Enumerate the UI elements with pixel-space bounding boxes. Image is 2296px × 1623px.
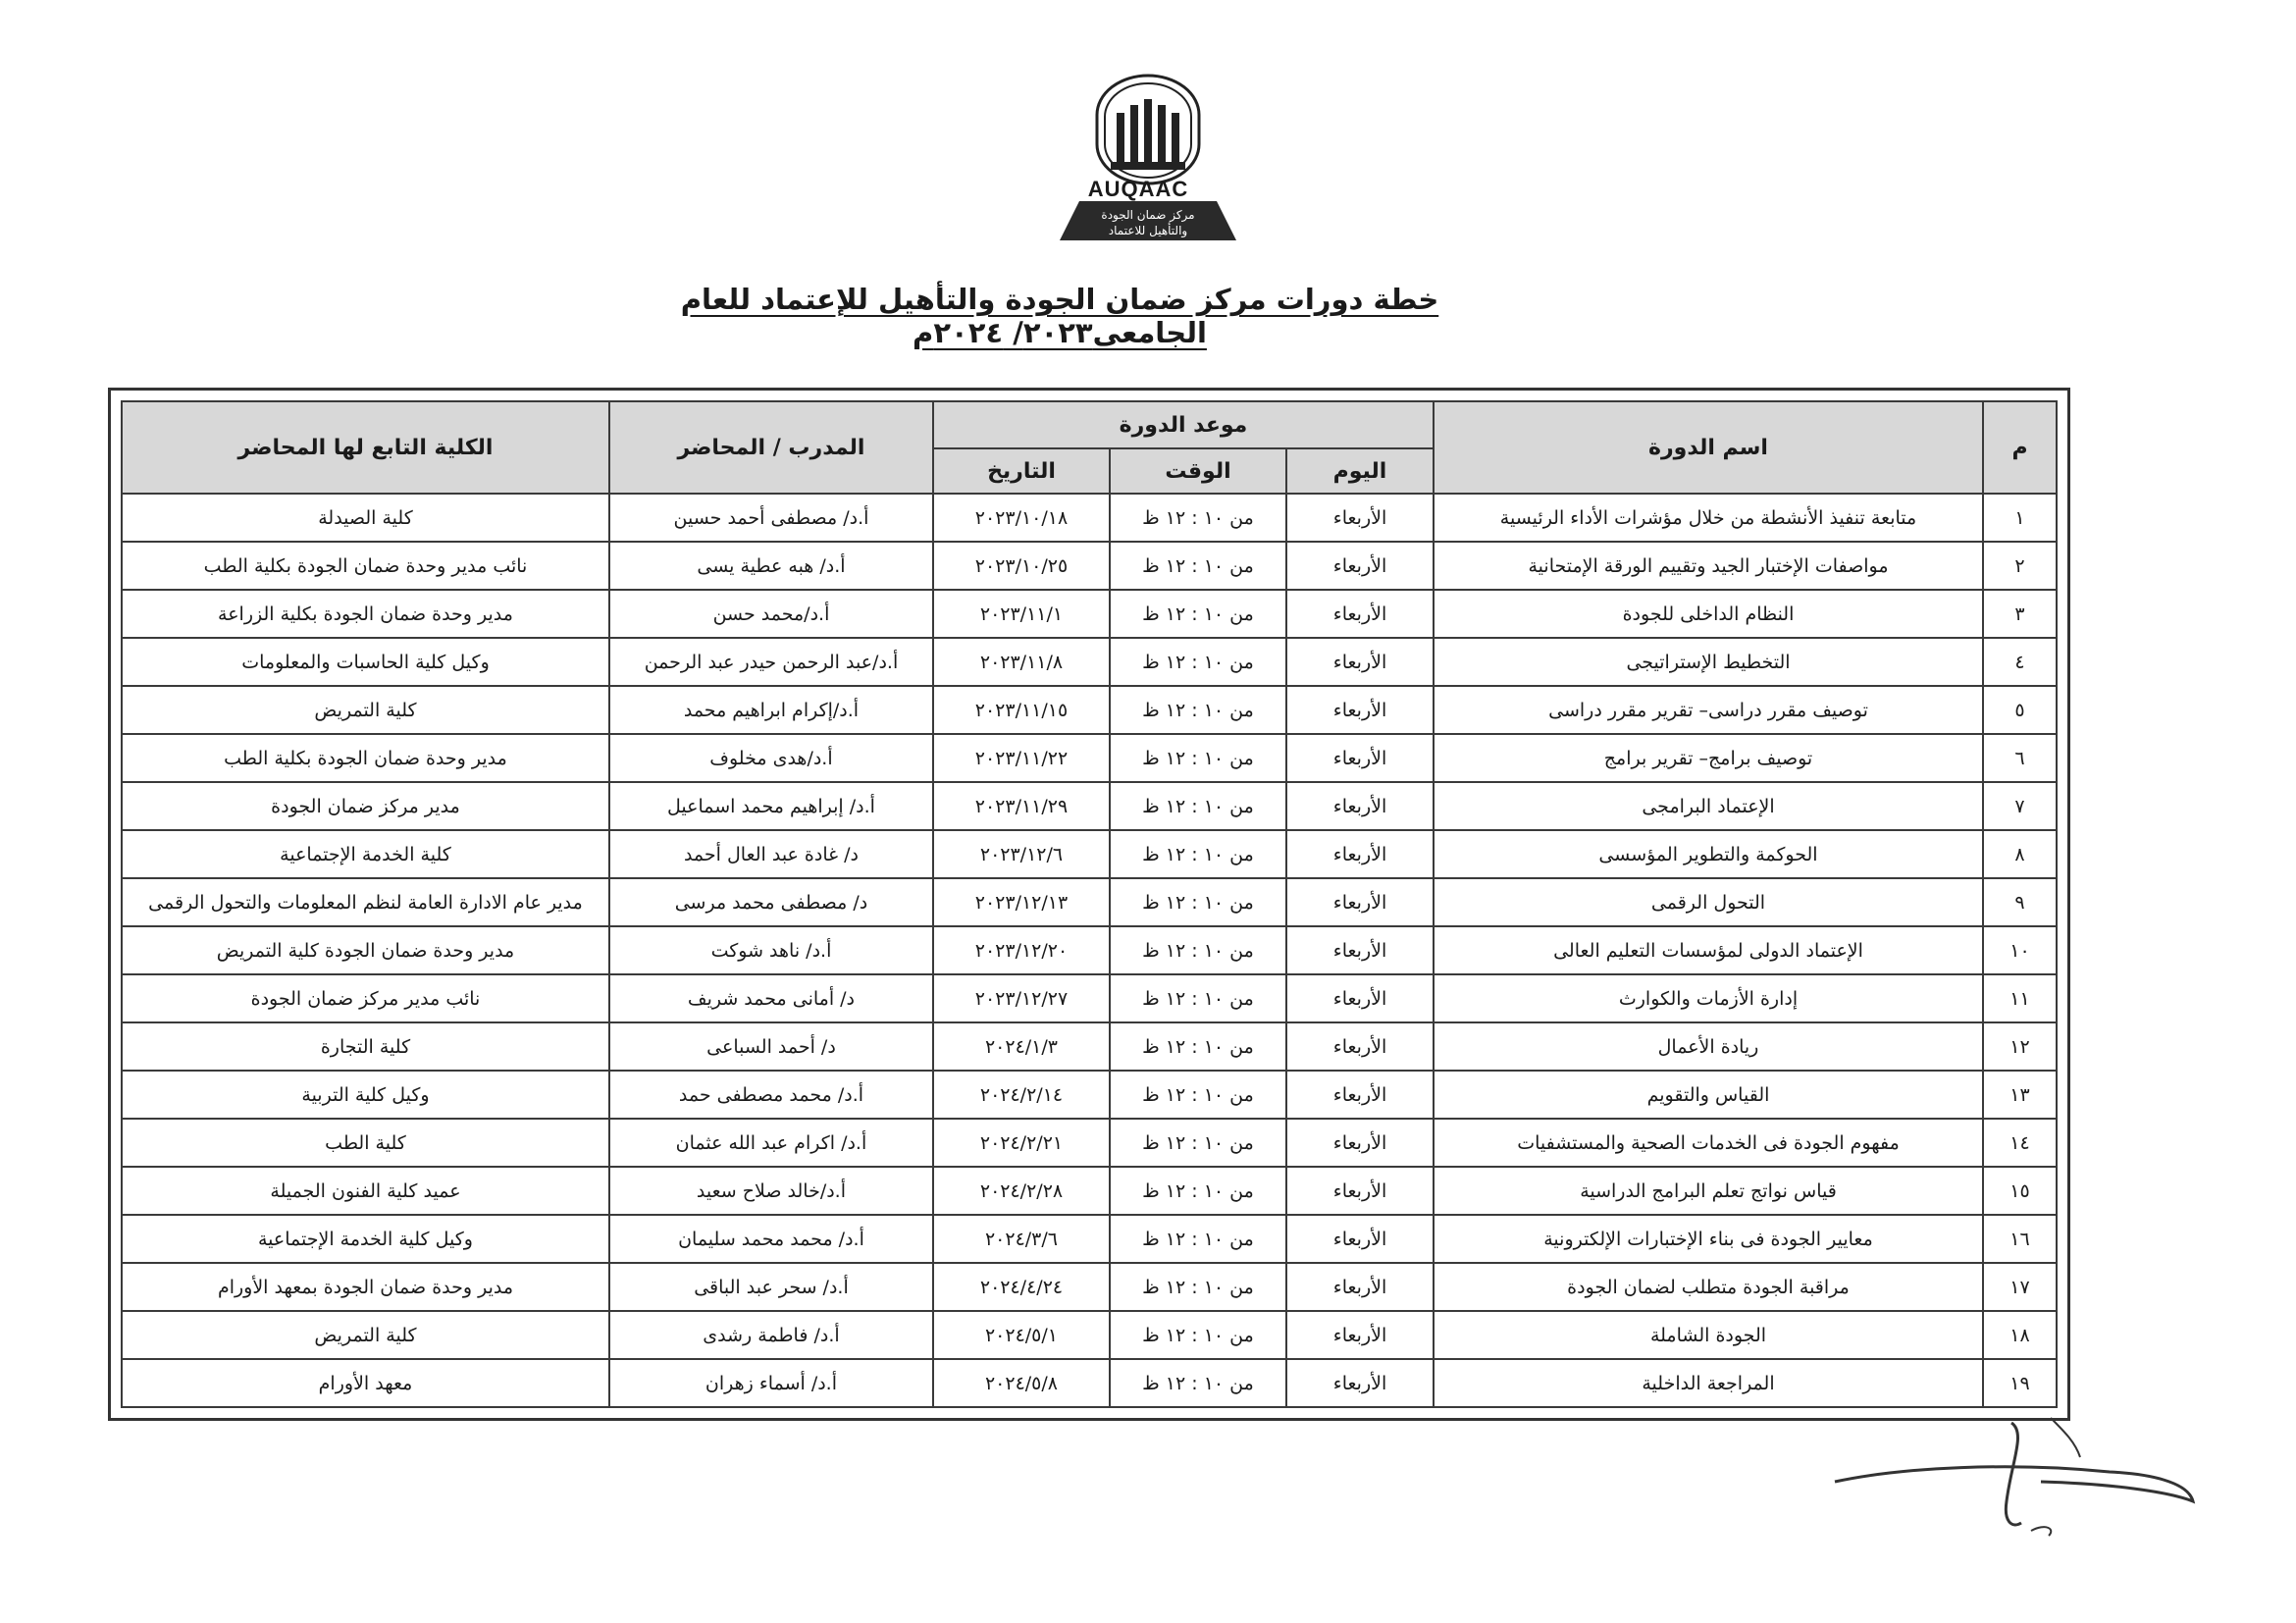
cell-day: الأربعاء (1286, 1167, 1434, 1215)
cell-time: من ١٠ : ١٢ ظ (1110, 1263, 1286, 1311)
cell-time: من ١٠ : ١٢ ظ (1110, 878, 1286, 926)
cell-num: ١ (1983, 494, 2057, 542)
cell-date: ٢٠٢٣/١١/٨ (933, 638, 1110, 686)
cell-num: ٧ (1983, 782, 2057, 830)
cell-time: من ١٠ : ١٢ ظ (1110, 638, 1286, 686)
cell-course: التحول الرقمى (1434, 878, 1983, 926)
cell-course: الإعتماد الدولى لمؤسسات التعليم العالى (1434, 926, 1983, 974)
cell-day: الأربعاء (1286, 974, 1434, 1022)
cell-time: من ١٠ : ١٢ ظ (1110, 1311, 1286, 1359)
cell-course: توصيف مقرر دراسى– تقرير مقرر دراسى (1434, 686, 1983, 734)
cell-trainer: أ.د/ أسماء زهران (609, 1359, 933, 1407)
cell-date: ٢٠٢٣/١١/١ (933, 590, 1110, 638)
cell-date: ٢٠٢٤/٥/٨ (933, 1359, 1110, 1407)
cell-day: الأربعاء (1286, 926, 1434, 974)
cell-num: ١١ (1983, 974, 2057, 1022)
cell-day: الأربعاء (1286, 494, 1434, 542)
cell-course: متابعة تنفيذ الأنشطة من خلال مؤشرات الأداء الرئيسية (1434, 494, 1983, 542)
header-trainer: المدرب / المحاضر (609, 401, 933, 494)
cell-date: ٢٠٢٣/١٢/٦ (933, 830, 1110, 878)
cell-course: التخطيط الإستراتيجى (1434, 638, 1983, 686)
cell-date: ٢٠٢٤/١/٣ (933, 1022, 1110, 1071)
cell-trainer: أ.د/محمد حسن (609, 590, 933, 638)
table-row (122, 974, 2057, 1022)
cell-faculty: عميد كلية الفنون الجميلة (122, 1167, 609, 1215)
cell-course: توصيف برامج– تقرير برامج (1434, 734, 1983, 782)
header-num: م (1983, 401, 2057, 494)
cell-date: ٢٠٢٤/٢/١٤ (933, 1071, 1110, 1119)
cell-num: ٥ (1983, 686, 2057, 734)
page-title: خطة دورات مركز ضمان الجودة والتأهيل للإعتماد للعام الجامعى٢٠٢٣/ ٢٠٢٤م (680, 283, 1439, 349)
cell-day: الأربعاء (1286, 1119, 1434, 1167)
header-time: الوقت (1110, 448, 1286, 494)
cell-trainer: أ.د/ إبراهيم محمد اسماعيل (609, 782, 933, 830)
cell-time: من ١٠ : ١٢ ظ (1110, 1071, 1286, 1119)
table-row (122, 1359, 2057, 1407)
cell-day: الأربعاء (1286, 1263, 1434, 1311)
cell-trainer: أ.د/إكرام ابراهيم محمد (609, 686, 933, 734)
cell-trainer: أ.د/عبد الرحمن حيدر عبد الرحمن (609, 638, 933, 686)
cell-date: ٢٠٢٤/٤/٢٤ (933, 1263, 1110, 1311)
cell-day: الأربعاء (1286, 1071, 1434, 1119)
cell-course: إدارة الأزمات والكوارث (1434, 974, 1983, 1022)
cell-faculty: كلية التمريض (122, 1311, 609, 1359)
header-schedule: موعد الدورة (933, 401, 1434, 448)
cell-date: ٢٠٢٤/٥/١ (933, 1311, 1110, 1359)
cell-course: النظام الداخلى للجودة (1434, 590, 1983, 638)
cell-time: من ١٠ : ١٢ ظ (1110, 974, 1286, 1022)
courses-table (121, 400, 2058, 1408)
table-row (122, 590, 2057, 638)
cell-course: القياس والتقويم (1434, 1071, 1983, 1119)
cell-num: ١٦ (1983, 1215, 2057, 1263)
cell-trainer: أ.د/هدى مخلوف (609, 734, 933, 782)
table-row (122, 1167, 2057, 1215)
cell-date: ٢٠٢٤/٢/٢١ (933, 1119, 1110, 1167)
table-row (122, 1215, 2057, 1263)
handwritten-signature (1815, 1413, 2198, 1541)
cell-time: من ١٠ : ١٢ ظ (1110, 1022, 1286, 1071)
table-row (122, 1263, 2057, 1311)
cell-date: ٢٠٢٣/١١/٢٩ (933, 782, 1110, 830)
cell-date: ٢٠٢٣/١٠/١٨ (933, 494, 1110, 542)
cell-course: معايير الجودة فى بناء الإختبارات الإلكترونية (1434, 1215, 1983, 1263)
cell-faculty: مدير وحدة ضمان الجودة بكلية الزراعة (122, 590, 609, 638)
cell-faculty: مدير وحدة ضمان الجودة بكلية الطب (122, 734, 609, 782)
cell-date: ٢٠٢٤/٢/٢٨ (933, 1167, 1110, 1215)
cell-num: ٨ (1983, 830, 2057, 878)
cell-time: من ١٠ : ١٢ ظ (1110, 1215, 1286, 1263)
cell-num: ٤ (1983, 638, 2057, 686)
table-row (122, 542, 2057, 590)
cell-faculty: نائب مدير وحدة ضمان الجودة بكلية الطب (122, 542, 609, 590)
cell-day: الأربعاء (1286, 638, 1434, 686)
cell-faculty: وكيل كلية التربية (122, 1071, 609, 1119)
cell-day: الأربعاء (1286, 782, 1434, 830)
cell-num: ٦ (1983, 734, 2057, 782)
cell-trainer: د/ أحمد السباعى (609, 1022, 933, 1071)
table-row (122, 1119, 2057, 1167)
cell-time: من ١٠ : ١٢ ظ (1110, 542, 1286, 590)
cell-course: المراجعة الداخلية (1434, 1359, 1983, 1407)
cell-num: ١٧ (1983, 1263, 2057, 1311)
cell-trainer: أ.د/ محمد مصطفى حمد (609, 1071, 933, 1119)
cell-num: ١٢ (1983, 1022, 2057, 1071)
cell-date: ٢٠٢٣/١٠/٢٥ (933, 542, 1110, 590)
cell-day: الأربعاء (1286, 1022, 1434, 1071)
cell-day: الأربعاء (1286, 1311, 1434, 1359)
cell-date: ٢٠٢٣/١١/١٥ (933, 686, 1110, 734)
header-faculty: الكلية التابع لها المحاضر (122, 401, 609, 494)
cell-day: الأربعاء (1286, 1215, 1434, 1263)
cell-trainer: د/ مصطفى محمد مرسى (609, 878, 933, 926)
cell-trainer: أ.د/ فاطمة رشدى (609, 1311, 933, 1359)
cell-trainer: د/ غادة عبد العال أحمد (609, 830, 933, 878)
table-row (122, 926, 2057, 974)
cell-trainer: أ.د/ ناهد شوكت (609, 926, 933, 974)
table-row (122, 686, 2057, 734)
cell-faculty: وكيل كلية الخدمة الإجتماعية (122, 1215, 609, 1263)
cell-faculty: مدير وحدة ضمان الجودة كلية التمريض (122, 926, 609, 974)
cell-course: الإعتماد البرامجى (1434, 782, 1983, 830)
cell-num: ٣ (1983, 590, 2057, 638)
cell-time: من ١٠ : ١٢ ظ (1110, 1119, 1286, 1167)
cell-num: ١٨ (1983, 1311, 2057, 1359)
cell-day: الأربعاء (1286, 542, 1434, 590)
cell-trainer: أ.د/ محمد محمد سليمان (609, 1215, 933, 1263)
cell-faculty: مدير وحدة ضمان الجودة بمعهد الأورام (122, 1263, 609, 1311)
cell-course: مراقبة الجودة متطلب لضمان الجودة (1434, 1263, 1983, 1311)
cell-num: ١٩ (1983, 1359, 2057, 1407)
cell-day: الأربعاء (1286, 1359, 1434, 1407)
cell-course: الحوكمة والتطوير المؤسسى (1434, 830, 1983, 878)
cell-time: من ١٠ : ١٢ ظ (1110, 926, 1286, 974)
cell-time: من ١٠ : ١٢ ظ (1110, 782, 1286, 830)
table-row (122, 782, 2057, 830)
cell-date: ٢٠٢٣/١٢/٢٧ (933, 974, 1110, 1022)
cell-time: من ١٠ : ١٢ ظ (1110, 734, 1286, 782)
logo-center-name-line2: والتأهيل للاعتماد (1108, 224, 1188, 237)
cell-time: من ١٠ : ١٢ ظ (1110, 494, 1286, 542)
logo-caption: AUQAAC (1087, 177, 1189, 201)
cell-time: من ١٠ : ١٢ ظ (1110, 686, 1286, 734)
table-frame (108, 388, 2070, 1421)
logo-center-name-line1: مركز ضمان الجودة (1101, 208, 1195, 222)
cell-trainer: أ.د/خالد صلاح سعيد (609, 1167, 933, 1215)
table-row (122, 1071, 2057, 1119)
header-date: التاريخ (933, 448, 1110, 494)
header-day: اليوم (1286, 448, 1434, 494)
cell-date: ٢٠٢٣/١٢/١٣ (933, 878, 1110, 926)
cell-day: الأربعاء (1286, 686, 1434, 734)
cell-day: الأربعاء (1286, 830, 1434, 878)
cell-trainer: أ.د/ مصطفى أحمد حسين (609, 494, 933, 542)
cell-faculty: مدير عام الادارة العامة لنظم المعلومات والتحول الرقمى (122, 878, 609, 926)
cell-day: الأربعاء (1286, 590, 1434, 638)
university-logo (1040, 74, 1256, 245)
cell-time: من ١٠ : ١٢ ظ (1110, 1359, 1286, 1407)
cell-trainer: أ.د/ سحر عبد الباقى (609, 1263, 933, 1311)
table-row (122, 1022, 2057, 1071)
cell-course: قياس نواتج تعلم البرامج الدراسية (1434, 1167, 1983, 1215)
cell-date: ٢٠٢٣/١٢/٢٠ (933, 926, 1110, 974)
cell-num: ٢ (1983, 542, 2057, 590)
cell-num: ١٣ (1983, 1071, 2057, 1119)
cell-faculty: مدير مركز ضمان الجودة (122, 782, 609, 830)
cell-course: ريادة الأعمال (1434, 1022, 1983, 1071)
cell-faculty: وكيل كلية الحاسبات والمعلومات (122, 638, 609, 686)
table-row (122, 830, 2057, 878)
cell-num: ٩ (1983, 878, 2057, 926)
cell-faculty: كلية الخدمة الإجتماعية (122, 830, 609, 878)
table-row (122, 638, 2057, 686)
cell-time: من ١٠ : ١٢ ظ (1110, 830, 1286, 878)
cell-faculty: كلية الطب (122, 1119, 609, 1167)
table-row (122, 734, 2057, 782)
cell-faculty: معهد الأورام (122, 1359, 609, 1407)
cell-trainer: د/ أمانى محمد شريف (609, 974, 933, 1022)
header-course: اسم الدورة (1434, 401, 1983, 494)
cell-course: مواصفات الإختبار الجيد وتقييم الورقة الإمتحانية (1434, 542, 1983, 590)
cell-time: من ١٠ : ١٢ ظ (1110, 1167, 1286, 1215)
cell-faculty: نائب مدير مركز ضمان الجودة (122, 974, 609, 1022)
cell-num: ١٤ (1983, 1119, 2057, 1167)
table-row (122, 494, 2057, 542)
cell-num: ١٠ (1983, 926, 2057, 974)
cell-date: ٢٠٢٣/١١/٢٢ (933, 734, 1110, 782)
cell-course: الجودة الشاملة (1434, 1311, 1983, 1359)
cell-faculty: كلية الصيدلة (122, 494, 609, 542)
cell-faculty: كلية التمريض (122, 686, 609, 734)
cell-day: الأربعاء (1286, 878, 1434, 926)
cell-faculty: كلية التجارة (122, 1022, 609, 1071)
cell-num: ١٥ (1983, 1167, 2057, 1215)
cell-day: الأربعاء (1286, 734, 1434, 782)
table-row (122, 1311, 2057, 1359)
cell-trainer: أ.د/ اكرام عبد الله عثمان (609, 1119, 933, 1167)
cell-time: من ١٠ : ١٢ ظ (1110, 590, 1286, 638)
table-row (122, 878, 2057, 926)
cell-date: ٢٠٢٤/٣/٦ (933, 1215, 1110, 1263)
cell-trainer: أ.د/ هبه عطية يسى (609, 542, 933, 590)
cell-course: مفهوم الجودة فى الخدمات الصحية والمستشفيات (1434, 1119, 1983, 1167)
